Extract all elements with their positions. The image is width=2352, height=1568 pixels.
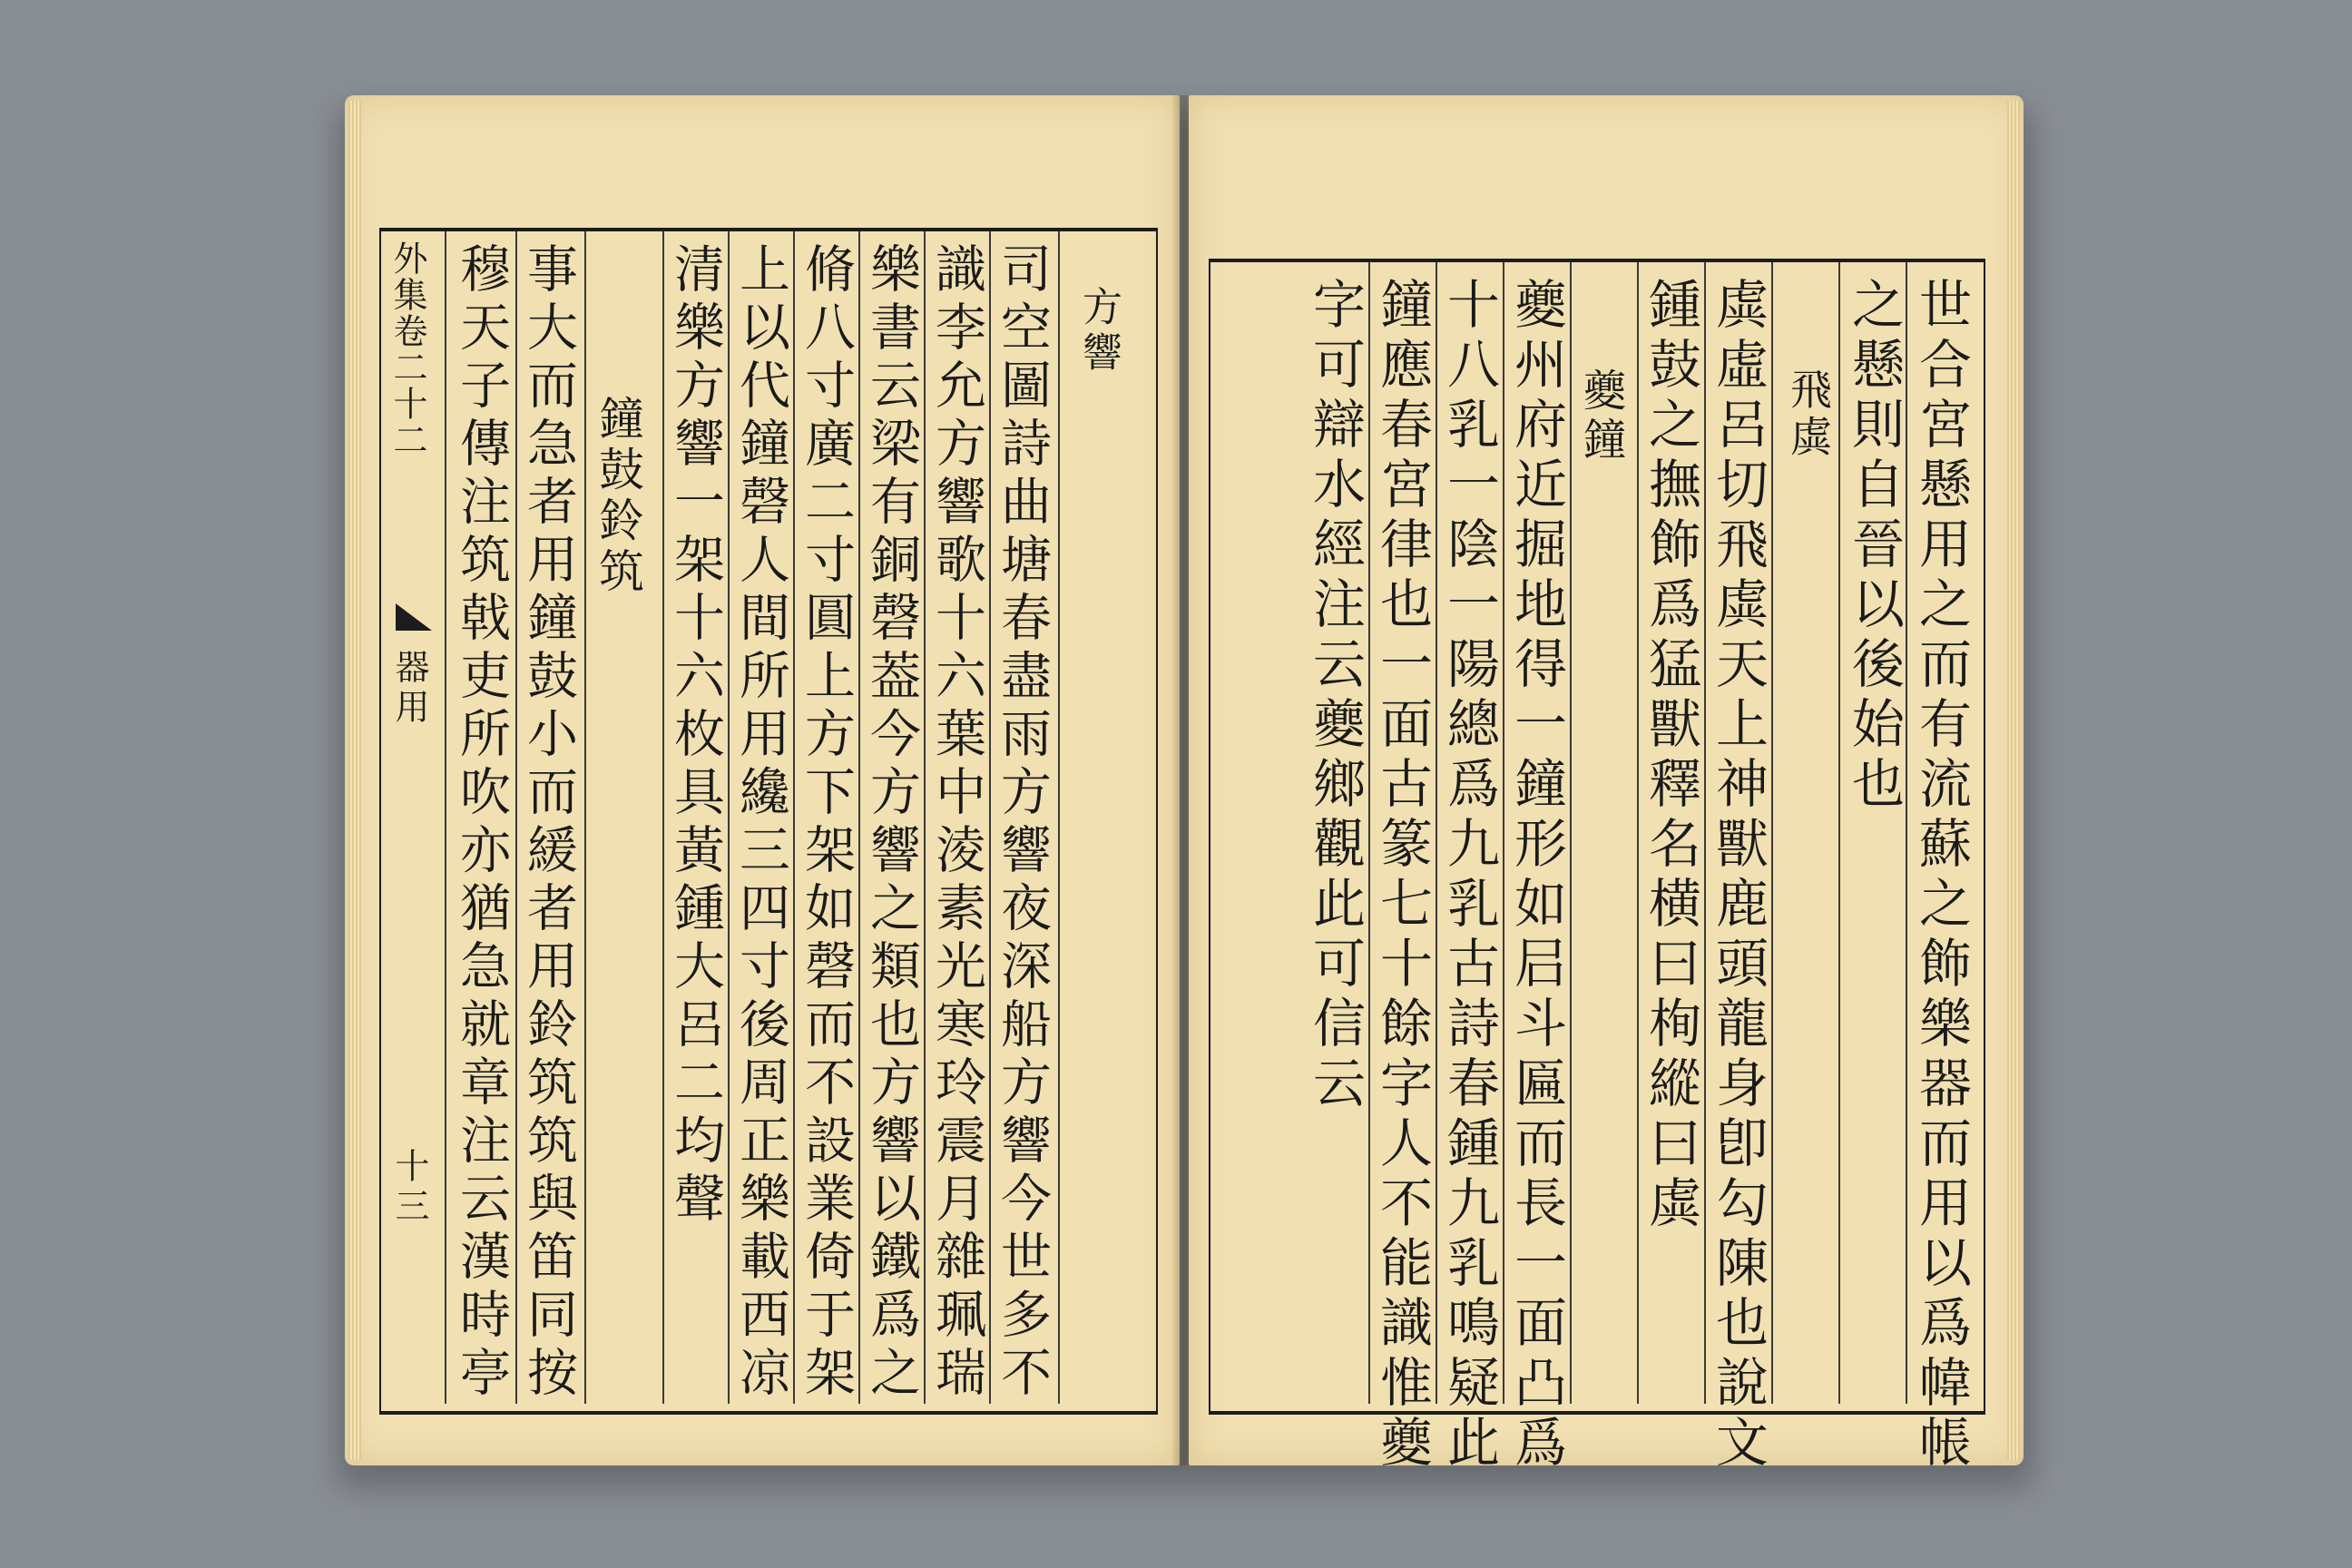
margin-section: 器用 — [389, 649, 429, 729]
column-rule — [1637, 262, 1639, 1404]
right-page — [1189, 95, 2024, 1475]
heading-feiju: 飛虡 — [1784, 368, 1833, 462]
open-book — [345, 95, 2033, 1475]
margin-divider — [445, 231, 446, 1404]
heading-zhonggu: 鐘鼓鈴筑 — [592, 395, 644, 598]
column-rule — [662, 231, 664, 1404]
column-rule — [924, 231, 926, 1404]
margin-page-number: 十三 — [389, 1148, 429, 1228]
left-page — [345, 95, 1180, 1465]
column-rule — [1058, 231, 1060, 1404]
text-column-6: 清樂方響一架十六枚具黃鍾大呂二均聲 — [666, 242, 725, 1230]
text-column-3: 樂書云梁有銅磬葢今方響之類也方響以鐵爲之 — [862, 242, 921, 1404]
column-rule — [1368, 262, 1370, 1404]
text-column-8: 事大而急者用鐘鼓小而緩者用鈴筑筑與笛同按 — [519, 242, 578, 1404]
text-column-5: 鍾鼓之撫飾爲猛獸釋名横曰栒縱曰虡 — [1640, 277, 1701, 1235]
column-rule — [989, 231, 991, 1404]
column-rule — [858, 231, 860, 1404]
column-rule — [793, 231, 795, 1404]
column-rule — [515, 231, 517, 1404]
text-column-2: 之懸則自晉以後始也 — [1843, 277, 1905, 816]
column-rule — [584, 231, 586, 1404]
column-rule — [1503, 262, 1504, 1404]
text-column-10: 字可辯水經注云夔鄉觀此可信云 — [1304, 277, 1366, 1115]
column-rule — [1570, 262, 1572, 1404]
text-column-2: 識李允方響歌十六葉中淩素光寒玲震月雜珮瑞 — [927, 242, 986, 1404]
text-column-4: 虡虛呂切飛虡天上神獸鹿頭龍身卽勾陳也說文 — [1707, 277, 1769, 1475]
text-column-1: 世合宮懸用之而有流蘇之飾樂器而用以爲幃帳 — [1910, 277, 1972, 1475]
heading-kuizhong: 夔鐘 — [1575, 368, 1626, 466]
column-rule — [1436, 262, 1437, 1404]
text-column-9: 鐘應春宮律也一面古篆七十餘字人不能識惟夔 — [1371, 277, 1433, 1475]
text-column-8: 十八乳一陰一陽總爲九乳古詩春鍾九乳鳴疑此 — [1438, 277, 1500, 1475]
column-rule — [1704, 262, 1706, 1404]
text-column-7: 夔州府近掘地得一鐘形如𡰪斗匾而長一面凸爲 — [1505, 277, 1567, 1475]
text-column-4: 脩八寸廣二寸圓上方下架如磬而不設業倚于架 — [797, 242, 856, 1404]
margin-book-title: 外集卷二十二 — [387, 240, 427, 458]
heading-fangxiang: 方響 — [1075, 286, 1122, 377]
text-column-1: 司空圖詩曲塘春盡雨方響夜深船方響今世多不 — [993, 242, 1052, 1404]
column-rule — [1838, 262, 1840, 1404]
column-rule — [1906, 262, 1907, 1404]
column-rule — [728, 231, 730, 1404]
text-column-9: 穆天子傳注筑戟吏所吹亦猶急就章注云漢時亭 — [452, 242, 511, 1404]
text-column-5: 上以代鐘磬人間所用纔三四寸後周正樂載西凉 — [731, 242, 790, 1404]
column-rule — [1771, 262, 1773, 1404]
